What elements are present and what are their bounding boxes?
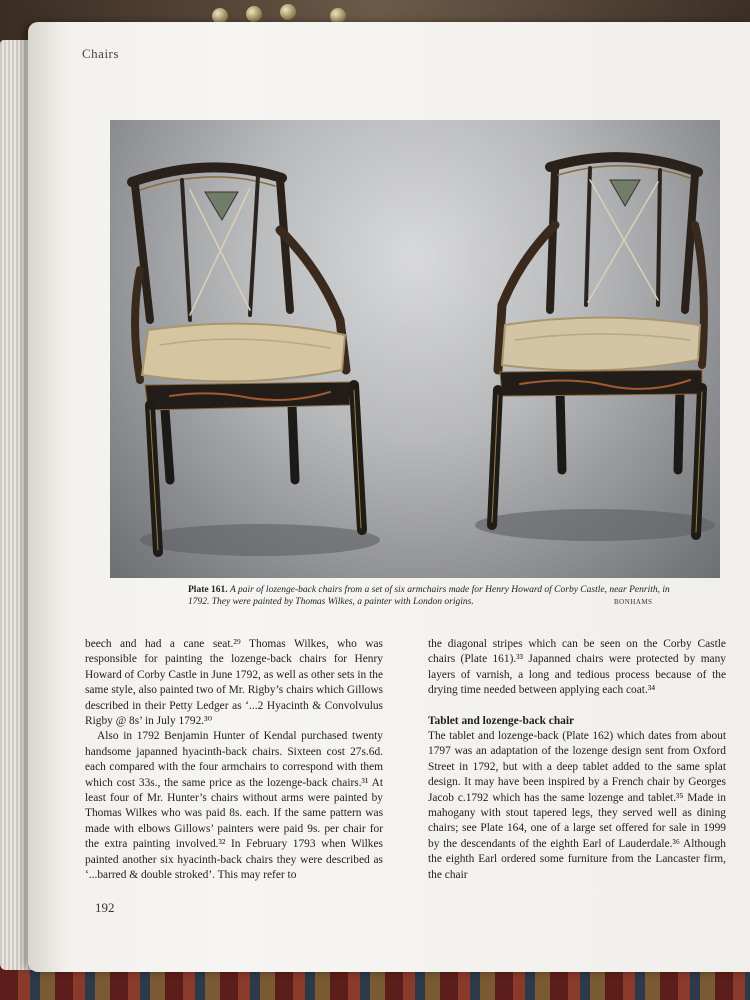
photo-credit: BONHAMS xyxy=(614,598,653,606)
paragraph: The tablet and lozenge-back (Plate 162) which dates from about 1797 was an adaptation of the lozenge design sent from Oxford Street in 1792, but with a deep tablet added to the same splat design. It may have been inspired by a French chair by Georges Jacob c.1792 which has the same lozenge and tablet.³⁵ Made in mahogany with stout tapered legs, they served well as dining chairs; see Plate 164, one of a large set offered for sale in 1999 by the descendants of the eighth Earl of Lauderdale.³⁶ Although the eighth Earl ordered some furniture from the Lancaster firm, the chair xyxy=(428,730,726,881)
right-text-column xyxy=(428,637,726,883)
right-chair-image xyxy=(492,157,704,535)
plate-caption xyxy=(188,584,688,608)
paragraph: the diagonal stripes which can be seen on the Corby Castle chairs (Plate 161).³³ Japanned chairs were protected by many layers of varnish, a long and tedious process because of the drying time needed between applying each coat.³⁴ xyxy=(428,638,726,697)
paragraph: beech and had a cane seat.²⁹ Thomas Wilkes, who was responsible for painting the lozenge-back chairs for Henry Howard of Corby Castle in June 1792, as well as other sets in the same style, also painted two of Mr. Rigby’s chairs which Gillows described in their Petty Ledger as ‘...2 Hyacinth & Convolvulus Rigby @ 8s’ in July 1792.³⁰ xyxy=(85,638,383,728)
left-text-column xyxy=(85,637,383,884)
plate-photograph xyxy=(110,120,720,578)
left-chair-image xyxy=(132,167,362,552)
running-head: Chairs xyxy=(82,46,119,61)
page-number: 192 xyxy=(95,900,115,915)
decorative-stud xyxy=(246,6,262,22)
paragraph: Also in 1792 Benjamin Hunter of Kendal purchased twenty handsome japanned hyacinth-back chairs. Sixteen cost 27s.6d. each compared with the four armchairs to correspond with them which cost 33s., the same price as the lozenge-back chairs.³¹ At least four of Mr. Hunter’s chairs without arms were painted by Thomas Wilkes who was paid 8s. each. If the same pattern was made with elbows Gillows’ painters were paid 9s. per chair for the extra painting involved.³² In February 1793 when Wilkes painted another six hyacinth-back chairs they were described as ‘...barred & double stroked’. This may refer to xyxy=(85,730,383,882)
caption-text: A pair of lozenge-back chairs from a set of six armchairs made for Henry Howard of Corby Castle, near Penrith, in 1792. They were painted by Thomas Wilkes, a painter with London origins. xyxy=(188,585,670,607)
decorative-stud xyxy=(280,4,296,20)
section-heading: Tablet and lozenge-back chair xyxy=(428,714,575,727)
plate-number: Plate 161. xyxy=(188,585,228,595)
